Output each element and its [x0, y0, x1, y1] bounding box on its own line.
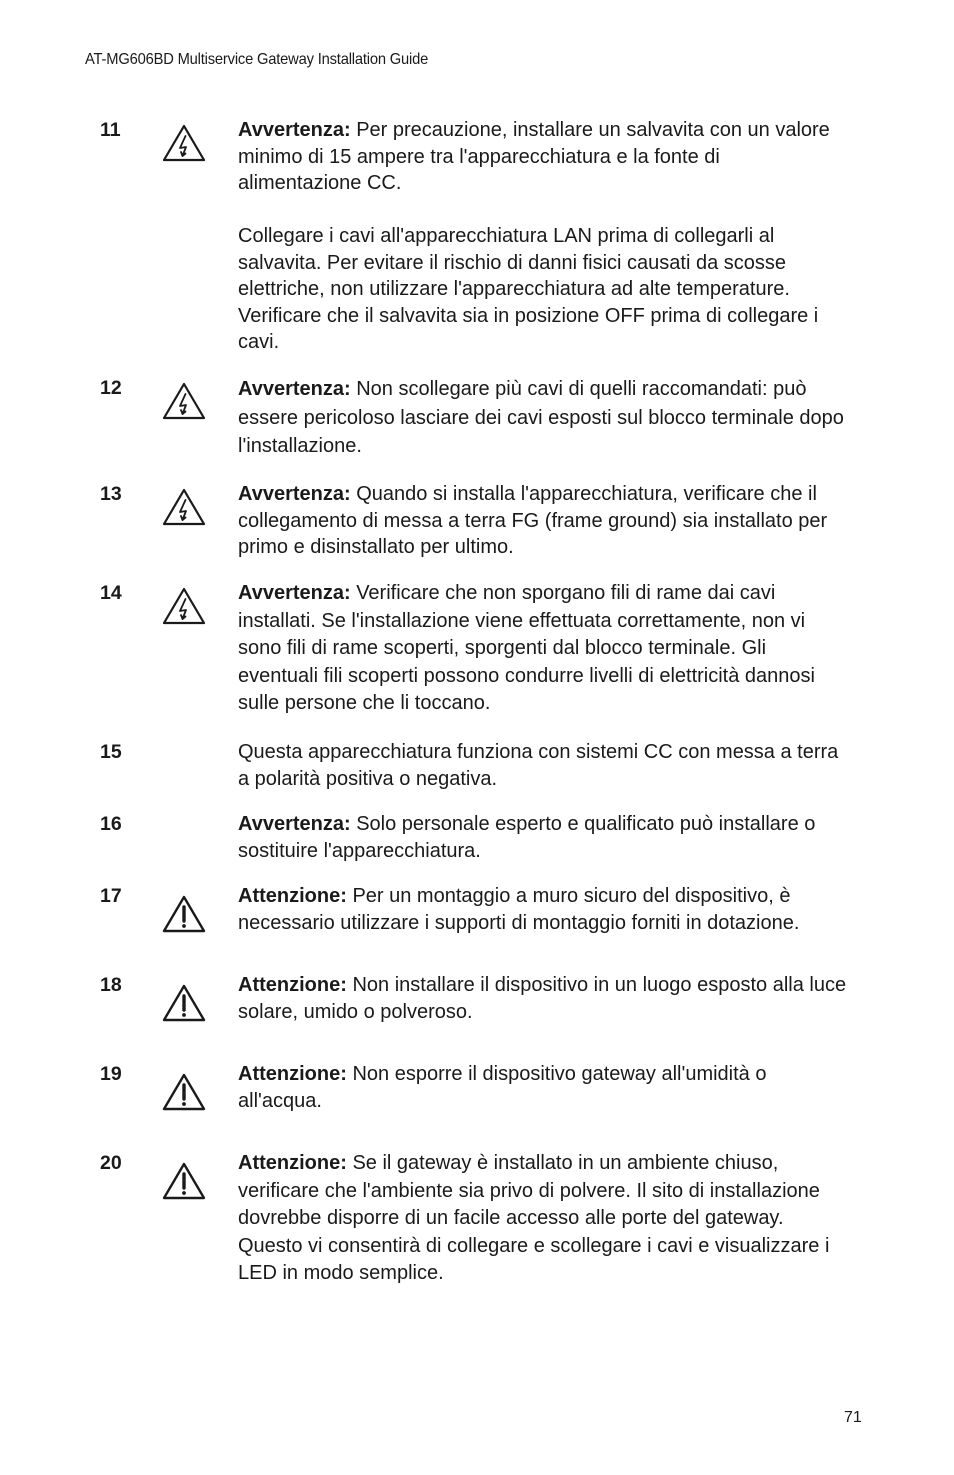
paragraph-text: Quando si installa l'apparecchiatura, verificare che il collegamento di messa a terra FG (frame ground) sia installato per primo e disinstallato per ultimo. — [238, 483, 828, 558]
caution-icon — [161, 983, 207, 1023]
paragraph-text: Solo personale esperto e qualificato può installare o sostituire l'apparecchiatura. — [238, 813, 816, 862]
warning-label: Avvertenza: — [238, 582, 351, 604]
caution-label: Attenzione: — [238, 885, 347, 907]
item-text — [238, 811, 848, 864]
paragraph-text: Collegare i cavi all'apparecchiatura LAN prima di collegarli al salvavita. Per evitare il rischio di danni fisici causati da scosse elettriche, non utilizzare l'apparecchiatura ad alte temperature. Verificare che il salvavita sia in posizione OFF prima di collegare i cavi. — [238, 225, 819, 353]
item-text — [238, 1061, 848, 1114]
warning-label: Avvertenza: — [238, 483, 351, 505]
item-paragraph — [238, 481, 848, 561]
paragraph-text: Per precauzione, installare un salvavita con un valore minimo di 15 ampere tra l'apparecchiatura e la fonte di alimentazione CC. — [238, 119, 830, 194]
item-text — [238, 481, 848, 561]
paragraph-text: Non installare il dispositivo in un luogo esposto alla luce solare, umido o polveroso. — [238, 974, 847, 1023]
caution-label: Attenzione: — [238, 1063, 347, 1085]
caution-icon — [161, 894, 207, 934]
item-paragraph — [238, 972, 848, 1025]
caution-icon — [161, 1161, 207, 1201]
warning-label: Avvertenza: — [238, 378, 351, 400]
paragraph-text: Non scollegare più cavi di quelli raccomandati: può essere pericoloso lasciare dei cavi esposti sul blocco terminale dopo l'installazione. — [238, 378, 844, 457]
warning-label: Avvertenza: — [238, 119, 351, 141]
item-number: 11 — [100, 119, 121, 141]
item-number: 20 — [100, 1152, 122, 1174]
item-paragraph — [238, 580, 848, 718]
item-paragraph — [238, 117, 848, 197]
item-text — [238, 580, 848, 718]
paragraph-text: Questa apparecchiatura funziona con sistemi CC con messa a terra a polarità positiva o negativa. — [238, 741, 839, 790]
item-text — [238, 117, 848, 356]
item-paragraph — [238, 811, 848, 864]
electrical-hazard-icon — [161, 586, 207, 626]
item-text — [238, 1150, 848, 1288]
item-number: 15 — [100, 741, 122, 763]
paragraph-text: Verificare che non sporgano fili di rame dai cavi installati. Se l'installazione viene effettuata correttamente, non vi sono fili di rame scoperti, sporgenti dal blocco terminale. Gli eventuali fili scoperti possono condurre livelli di elettricità dannosi sulle persone che li toccano. — [238, 582, 815, 714]
electrical-hazard-icon — [161, 381, 207, 421]
warning-label: Avvertenza: — [238, 813, 351, 835]
paragraph-text: Se il gateway è installato in un ambiente chiuso, verificare che l'ambiente sia privo di polvere. Il sito di installazione dovrebbe disporre di un facile accesso alle porte del gateway. Questo vi consentirà di collegare e scollegare i cavi e visualizzare i LED in modo semplice. — [238, 1152, 830, 1284]
item-text — [238, 972, 848, 1025]
item-paragraph — [238, 223, 848, 356]
paragraph-text: Per un montaggio a muro sicuro del dispositivo, è necessario utilizzare i supporti di montaggio forniti in dotazione. — [238, 885, 800, 934]
item-paragraph — [238, 1061, 848, 1114]
item-text — [238, 883, 848, 936]
item-number: 19 — [100, 1063, 122, 1085]
paragraph-text: Non esporre il dispositivo gateway all'umidità o all'acqua. — [238, 1063, 767, 1112]
caution-label: Attenzione: — [238, 974, 347, 996]
page-number: 71 — [844, 1409, 862, 1426]
item-number: 17 — [100, 885, 122, 907]
item-number: 13 — [100, 483, 122, 505]
item-paragraph — [238, 375, 848, 461]
caution-icon — [161, 1072, 207, 1112]
item-number: 14 — [100, 582, 122, 604]
item-paragraph — [238, 1150, 848, 1288]
item-number: 18 — [100, 974, 122, 996]
caution-label: Attenzione: — [238, 1152, 347, 1174]
item-text — [238, 739, 848, 792]
item-paragraph — [238, 883, 848, 936]
page-header-title: AT-MG606BD Multiservice Gateway Installation Guide — [85, 51, 429, 68]
item-paragraph — [238, 739, 848, 792]
electrical-hazard-icon — [161, 487, 207, 527]
item-number: 16 — [100, 813, 122, 835]
item-text — [238, 375, 848, 461]
item-number: 12 — [100, 377, 122, 399]
electrical-hazard-icon — [161, 123, 207, 163]
